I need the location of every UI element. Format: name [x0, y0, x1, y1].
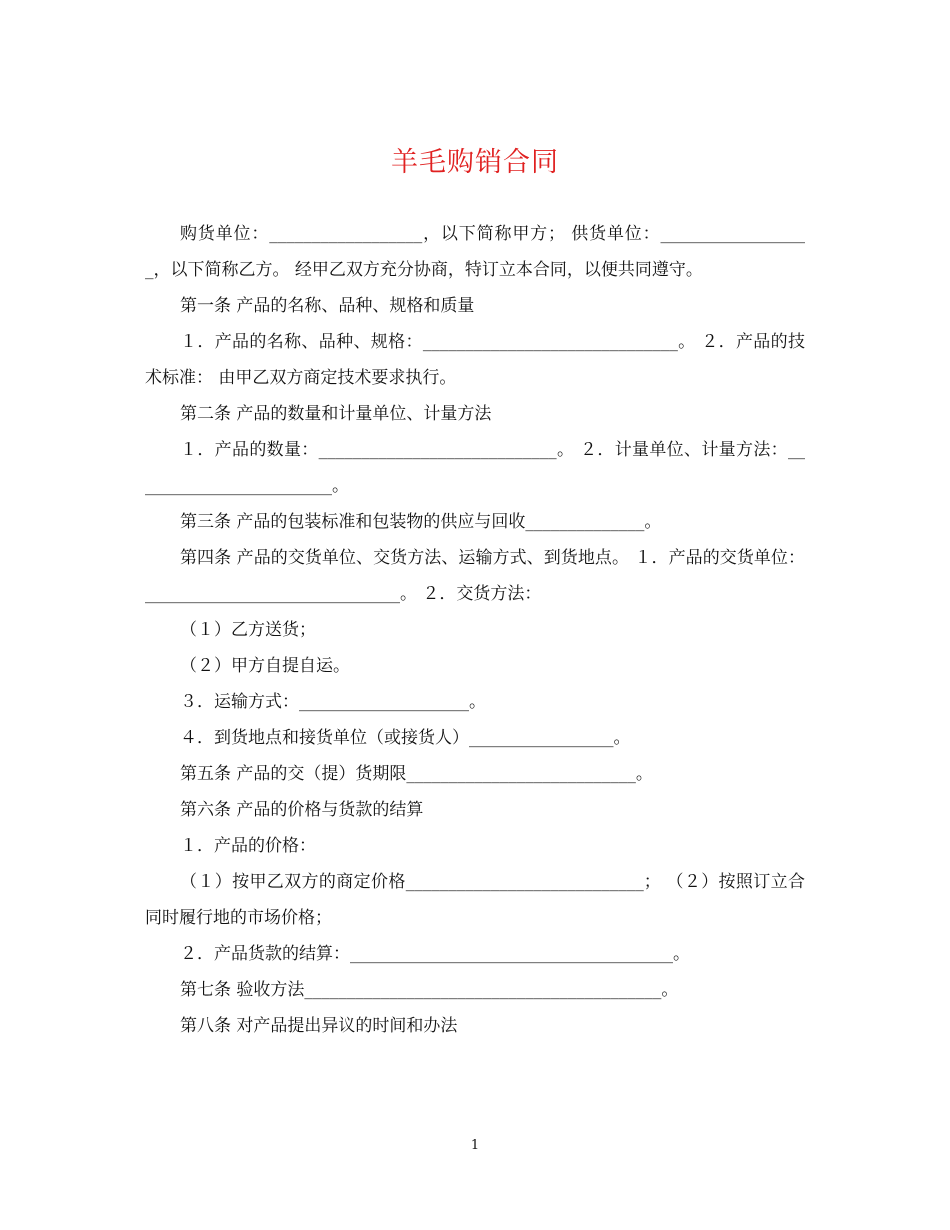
article-4-item-3: ３．运输方式：____________________。 — [180, 692, 486, 712]
contract-title: 羊毛购销合同 — [391, 147, 559, 178]
article-1-content: １．产品的名称、品种、规格：______________________________。 ２．产品的技术标准： 由甲乙双方商定技术要求执行。 — [145, 332, 805, 388]
article-7: 第七条 验收方法__________________________________________。 — [180, 980, 679, 1000]
article-2-content: １．产品的数量：____________________________。 ２．计量单位、计量方法：________________________。 — [145, 440, 805, 496]
article-8-heading: 第八条 对产品提出异议的时间和办法 — [180, 1016, 458, 1036]
article-6-item-1: １．产品的价格： — [180, 836, 316, 856]
page-number: 1 — [470, 1138, 480, 1153]
article-4-item-4: ４．到货地点和接货单位（或接货人）_________________。 — [180, 728, 631, 748]
article-2-heading: 第二条 产品的数量和计量单位、计量方法 — [180, 404, 492, 424]
article-6-price-options: （１）按甲乙双方的商定价格____________________________； （２）按照订立合同时履行地的市场价格； — [145, 872, 805, 928]
article-3: 第三条 产品的包装标准和包装物的供应与回收______________。 — [180, 512, 662, 532]
paragraph-parties: 购货单位：__________________，以下简称甲方； 供货单位：__________________，以下简称乙方。 经甲乙双方充分协商，特订立本合同，以便共同遵守。 — [145, 224, 805, 280]
article-4-option-2: （２）甲方自提自运。 — [180, 656, 350, 676]
article-4-option-1: （１）乙方送货； — [180, 620, 316, 640]
article-6-heading: 第六条 产品的价格与货款的结算 — [180, 800, 424, 820]
article-6-item-2: ２．产品货款的结算：______________________________________。 — [180, 944, 690, 964]
article-5: 第五条 产品的交（提）货期限___________________________。 — [180, 764, 653, 784]
article-4: 第四条 产品的交货单位、交货方法、运输方式、到货地点。 １．产品的交货单位：______________________________。 ２．交货方法： — [145, 548, 805, 604]
article-1-heading: 第一条 产品的名称、品种、规格和质量 — [180, 296, 475, 316]
contract-body — [145, 216, 805, 1044]
